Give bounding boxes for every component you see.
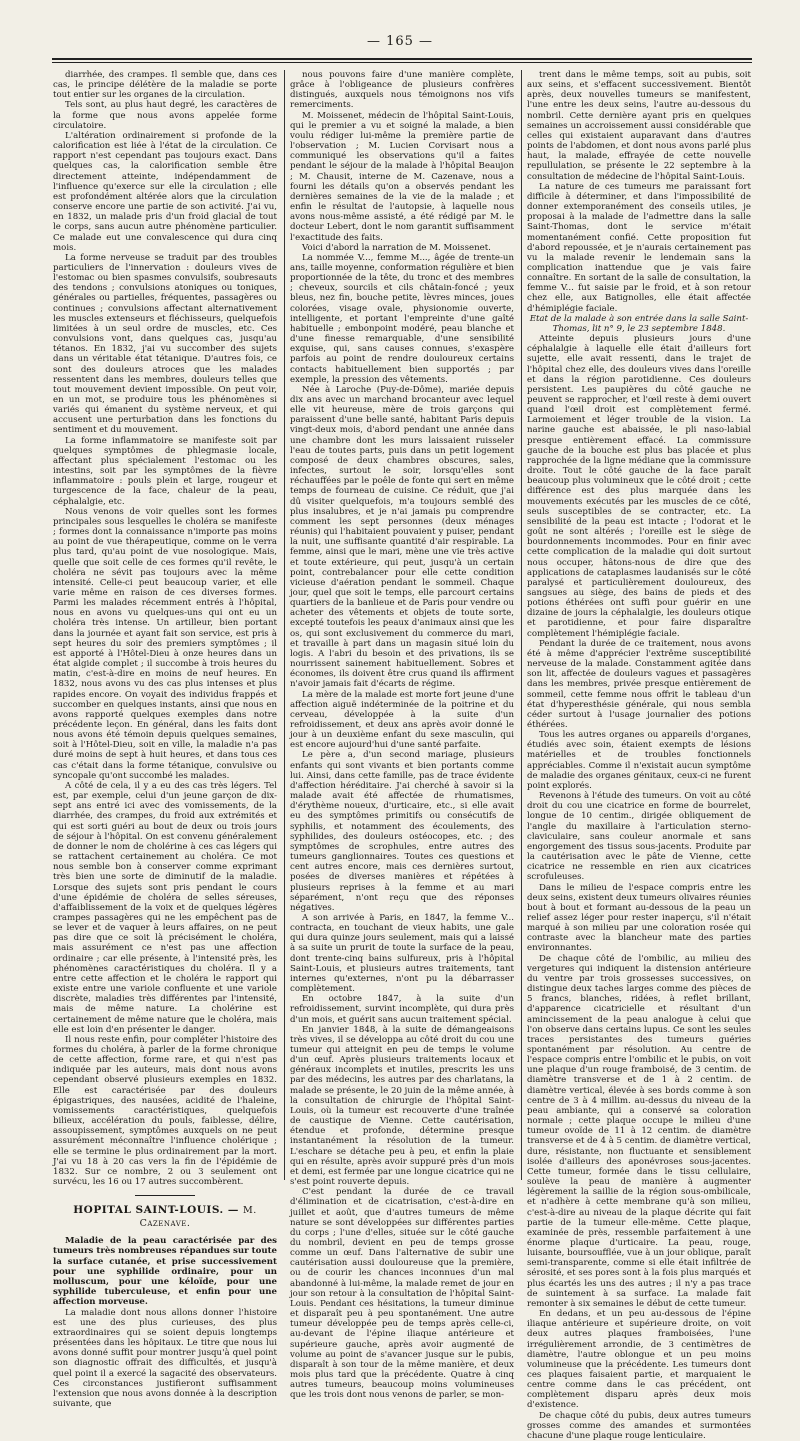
paragraph: A son arrivée à Paris, en 1847, la femme V... contracta, en touchant de vieux habits, une gale qui dura quinze jours seulement, mais qui a laissé à sa suite un prurit de toute la surface de la peau, dont trente-cinq bains sulfureux, pris à l'hôpital Saint-Louis, et plusieurs autres traitements, tant internes qu'externes, n'ont pu la débarrasser complètement. bbox=[290, 912, 514, 995]
article-subheading: Maladie de la peau caractérisée par des tumeurs très nombreuses répandues sur toute la surface cutanée, et prise successivement pour une syphilide ordinaire, pour un molluscum, pour une kéloïde, pour une syphilide tuberculeuse, et enfin pour une affection morveuse. bbox=[53, 1236, 278, 1308]
paragraph: Tous les autres organes ou appareils d'organes, étudiés avec soin, étaient exempts de lésions matérielles et de troubles fonctionnels appréciables. Comme il n'existait aucun symptôme de maladie des organes génitaux, ceux-ci ne furent point explorés. bbox=[527, 730, 751, 791]
section-divider bbox=[135, 1195, 195, 1196]
paragraph: La forme inflammatoire se manifeste soit par quelques symptômes de phlegmasie locale, affectant plus spécialement l'estomac ou les intestins, soit par les symptômes de la fièvre inflammatoire : pouls plein et large, rougeur et turgescence de la face, chaleur de la peau, céphalalgie, etc. bbox=[53, 435, 277, 507]
section-title-text: HOPITAL SAINT-LOUIS. — bbox=[73, 1204, 239, 1217]
paragraph: Il nous reste enfin, pour compléter l'histoire des formes du choléra, à parler de la forme chronique de cette affection, forme rare, et qui n'est pas indiquée par les auteurs, mais dont nous avons cependant observé plusieurs exemples en 1832. Elle est caractérisée par des douleurs épigastriques, des nausées, acidité de l'haleine, vomissements caractéristiques, quelquefois bilieux, accélération du pouls, faiblesse, délire, assoupissement, symptômes auxquels on ne peut assurément méconnaître l'influence cholérique ; elle se termine le plus ordinairement par la mort. J'ai vu 18 à 20 cas vers la fin de l'épidémie de 1832. Sur ce nombre, 2 ou 3 seulement ont survécu, les 16 ou 17 autres succombèrent. bbox=[53, 1034, 277, 1188]
column-separator-1 bbox=[284, 70, 285, 1180]
paragraph: Revenons à l'étude des tumeurs. On voit au côté droit du cou une cicatrice en forme de bourrelet, longue de 10 centim., dirigée obliquement de l'angle du maxillaire à l'articulation sterno-claviculaire, sans couleur anormale et sans engorgement des tissus sous-jacents. Produite par la cautérisation avec le pâte de Vienne, cette cicatrice ne ressemble en rien aux cicatrices scrofuleuses. bbox=[527, 791, 751, 883]
paragraph: L'altération ordinairement si profonde de la calorification est liée à l'état de la circulation. Ce rapport n'est cependant pas toujours exact. Dans quelques cas, la calorification semble être directement atteinte, indépendamment de l'influence qu'exerce sur elle la circulation ; elle est profondément altérée alors que la circulation conserve encore une partie de son activité. J'ai vu, en 1832, un malade pris d'un froid glacial de tout le corps, sans aucun autre phénomène particulier. Ce malade eut une convalescence qui dura cinq mois. bbox=[53, 130, 277, 253]
paragraph: Dans le milieu de l'espace compris entre les deux seins, existent deux tumeurs olivaires réunies bout à bout et formant au-dessous de la peau un relief assez léger pour rester inaperçu, s'il n'était marqué à son milieu par une coloration rosée qui contraste avec la blancheur mate des parties environnantes. bbox=[527, 882, 751, 954]
column-3 bbox=[527, 70, 751, 1441]
section-title bbox=[53, 1204, 277, 1230]
paragraph: En janvier 1848, à la suite de démangeaisons très vives, il se développa au côté droit du cou une tumeur qui atteignit en peu de temps le volume d'un œuf. Après plusieurs traitements locaux et généraux incomplets et inutiles, prescrits les uns par des médecins, les autres par des charlatans, la malade se présente, le 20 juin de la même année, à la consultation de chirurgie de l'hôpital Saint-Louis, où la tumeur est recouverte d'une traînée de caustique de Vienne. Cette cautérisation, étendue et profonde, détermine presque instantanément la résolution de la tumeur. L'eschare se détache peu à peu, et enfin la plaie qui en résulte, après avoir suppuré près d'un mois et demi, est fermée par une longue cicatrice qui ne s'est point rouverte depuis. bbox=[290, 1024, 514, 1188]
paragraph: trent dans le même temps, soit au pubis, soit aux seins, et s'effacent successivement. Bientôt après, deux nouvelles tumeurs se manifestent, l'une entre les deux seins, l'autre au-dessous du nombril. Cette dernière ayant pris en quelques semaines un accroissement aussi considérable que celles qui existaient auparavant dans d'autres points de l'abdomen, et dont nous avons parlé plus haut, la malade, effrayée de cette nouvelle repullulation, se présente le 22 septembre à la consultation de médecine de l'hôpital Saint-Louis. bbox=[527, 70, 751, 182]
paragraph: Nous venons de voir quelles sont les formes principales sous lesquelles le choléra se manifeste ; formes dont la connaissance n'importe pas moins au point de vue thérapeutique, comme on le verra plus tard, qu'au point de vue nosologique. Mais, quelle que soit celle de ces formes qu'il revête, le choléra ne sévit pas toujours avec la même intensité. Celle-ci peut beaucoup varier, et elle varie même en raison de ces diverses formes. Parmi les malades récemment entrés à l'hôpital, nous en avons vu quelques-uns qui ont eu un choléra très intense. Un artilleur, bien portant dans la journée et ayant fait son service, est pris à sept heures du soir des premiers symptômes ; il est apporté à l'Hôtel-Dieu à onze heures dans un état algide complet ; il succombe à trois heures du matin, c'est-à-dire en moins de neuf heures. En 1832, nous avons vu des cas plus intenses et plus rapides encore. On voyait des individus frappés et succomber en quelques instants, ainsi que nous en avons rapporté quelques exemples dans notre précédente leçon. En général, dans les faits dont nous avons été témoin depuis quelques semaines, soit à l'Hôtel-Dieu, soit en ville, la maladie n'a pas duré moins de sept à huit heures, et dans tous ces cas c'était dans la forme tétanique, convulsive ou syncopale qu'ont succombé les malades. bbox=[53, 506, 277, 781]
paragraph: La forme nerveuse se traduit par des troubles particuliers de l'innervation : douleurs vives de l'estomac ou bien spasmes convulsifs, soubresauts des tendons ; convulsions atoniques ou toniques, générales ou partielles, fréquentes, passagères ou continues ; convulsions affectant alternativement les muscles extenseurs et fléchisseurs, quelquefois limitées à un seul ordre de muscles, etc. Ces convulsions vont, dans quelques cas, jusqu'au tétanos. En 1832, j'ai vu succomber des sujets dans un véritable état tétanique. D'autres fois, ce sont des douleurs atroces que les malades ressentent dans les membres, douleurs telles que tout mouvement devient impossible. On peut voir, en un mot, se produire tous les phénomènes si variés qui émanent du système nerveux, et qui accusent une perturbation dans les fonctions du sentiment et du mouvement. bbox=[53, 252, 277, 436]
observation-heading: Etat de la malade à son entrée dans la salle Saint-Thomas, lit n° 9, le 23 septembre 1848. bbox=[529, 313, 749, 334]
paragraph: En dedans, et un peu au-dessous de l'épine iliaque antérieure et supérieure droite, on voit deux autres plaques framboisées, l'une irrégulièrement arrondie, de 3 centimètres de diamètre, l'autre oblongue et un peu moins volumineuse que la précédente. Les tumeurs dont ces plaques faisaient partie, et marquaient le centre comme dans le cas précédent, ont complètement disparu après deux mois d'existence. bbox=[527, 1309, 751, 1411]
header-rule bbox=[52, 58, 752, 60]
paragraph: En octobre 1847, à la suite d'un refroidissement, survint incomplète, qui dura près d'un mois, et guérit sans aucun traitement spécial. bbox=[290, 994, 514, 1025]
page-number: — 165 — bbox=[366, 34, 434, 49]
paragraph: C'est pendant la durée de ce travail d'élimination et de cicatrisation, c'est-à-dire en juillet et août, que d'autres tumeurs de même nature se sont développées sur différentes parties du corps ; l'une d'elles, située sur le côté gauche du nombril, devient en peu de temps grosse comme un œuf. Dans l'alternative de subir une cautérisation aussi douloureuse que la première, ou de courir les chances inconnues d'un mal abandonné à lui-même, la malade remet de jour en jour son retour à la consultation de l'hôpital Saint-Louis. Pendant ces hésitations, la tumeur diminue et disparaît peu à peu spontanément. Une autre tumeur développée peu de temps après celle-ci, au-devant de l'épine iliaque antérieure et supérieure gauche, après avoir augmenté de volume au point de s'avancer jusque sur le pubis, disparaît à son tour de la même manière, et deux mois plus tard que la précédente. Quatre à cinq autres tumeurs, beaucoup moins volumineuses que les trois dont nous venons de parler, se mon- bbox=[290, 1187, 514, 1401]
column-separator-2 bbox=[521, 70, 522, 1180]
paragraph: nous pouvons faire d'une manière complète, grâce à l'obligeance de plusieurs confrères distingués, auxquels nous témoignons nos vifs remerciments. bbox=[290, 70, 514, 111]
paragraph: Le père a, d'un second mariage, plusieurs enfants qui sont vivants et bien portants comme lui. Ainsi, dans cette famille, pas de trace évidente d'affection héréditaire. J'ai cherché à savoir si la malade avait été affectée de rhumatismes, d'érythème noueux, d'urticaire, etc., si elle avait eu des symptômes primitifs ou consécutifs de syphilis, et notamment des écoulements, des syphilides, des douleurs ostéocopes, etc. ; des symptômes de scrophules, entre autres des tumeurs ganglionnaires. Toutes ces questions et cent autres encore, mais ces dernières surtout, posées de diverses manières et répétées à plusieurs reprises à la femme et au mari séparément, n'ont reçu que des réponses négatives. bbox=[290, 750, 514, 913]
column-1-text bbox=[53, 70, 277, 1187]
paragraph: La mère de la malade est morte fort jeune d'une affection aiguë indéterminée de la poitrine et du cerveau, développée à la suite d'un refroidissement, et deux ans après avoir donné le jour à un deuxième enfant du sexe masculin, qui est encore aujourd'hui d'une santé parfaite. bbox=[290, 689, 514, 751]
paragraph: La maladie dont nous allons donner l'histoire est une des plus curieuses, des plus extraordinaires qui se soient depuis longtemps présentées dans les hôpitaux. Le titre que nous lui avons donné suffit pour montrer jusqu'à quel point son diagnostic offrait des difficultés, et jusqu'à quel point il a exercé la sagacité des observateurs. Ces circonstances justifieront suffisamment l'extension que nous avons donnée à la description suivante, que bbox=[53, 1307, 277, 1410]
column-2 bbox=[290, 70, 514, 1401]
paragraph: Pendant la durée de ce traitement, nous avons été à même d'apprécier l'extrême susceptibilité nerveuse de la malade. Constamment agitée dans son lit, affectée de douleurs vagues et passagères dans les membres, privée presque entièrement de sommeil, cette femme nous offrit le tableau d'un état d'hyperesthésie générale, qui nous sembla céder surtout à l'usage journalier des potions éthérées. bbox=[527, 638, 751, 730]
paragraph: Atteinte depuis plusieurs jours d'une céphalalgie à laquelle elle était d'ailleurs fort sujette, elle avait ressenti, dans le trajet de l'hôpital chez elle, des douleurs vives dans l'oreille et dans la région parotidienne. Ces douleurs persistent. Les paupières du côté gauche ne peuvent se rapprocher, et l'œil reste à demi ouvert quand l'œil droit est complètement fermé. Larmoiement et léger trouble de la vision. La narine gauche est abaissée, le pli naso-labial presque entièrement effacé. La commissure gauche de la bouche est plus bas placée et plus rapprochée de la ligne médiane que la commissure droite. Tout le côté gauche de la face paraît beaucoup plus volumineux que le côté droit ; cette différence est des plus marquée dans les mouvements exécutés par les muscles de ce côté, seuls susceptibles de se contracter, etc. La sensibilité de la peau est intacte ; l'odorat et le goût ne sont altérés ; l'oreille est le siège de bourdonnements incommodes. Pour en finir avec cette complication de la maladie qui doit surtout nous occuper, hâtons-nous de dire que des applications de cataplasmes laudanisés sur le côté paralysé et particulièrement douloureux, des sangsues au siège, des bains de pieds et des potions éthérées ont suffi pour guérir en une dizaine de jours la céphalalgie, les douleurs otique et parotidienne, et pour faire disparaître complètement l'hémiplégie faciale. bbox=[527, 334, 751, 639]
paragraph: Née à Laroche (Puy-de-Dôme), mariée depuis dix ans avec un marchand brocanteur avec lequel elle vit heureuse, mère de trois garçons qui paraissent d'une belle santé, habitant Paris depuis vingt-deux mois, d'abord pendant une année dans une chambre dont les murs laissaient ruisseler l'eau de toutes parts, puis dans un petit logement composé de deux chambres obscures, sales, infectes, surtout le soir, lorsqu'elles sont réchauffées par le poêle de fonte qui sert en même temps de fourneau de cuisine. Ce réduit, que j'ai dû visiter quelquefois, m'a toujours semblé des plus insalubres, et je n'ai jamais pu comprendre comment les sept personnes (deux ménages réunis) qui l'habitaient pouvaient y puiser, pendant la nuit, une suffisante quantité d'air respirable. La femme, ainsi que le mari, mène une vie très active et toute extérieure, qui peut, jusqu'à un certain point, contrebalancer pour elle cette condition vicieuse d'aération pendant le sommeil. Chaque jour, quel que soit le temps, elle parcourt certains quartiers de la banlieue et de Paris pour vendre ou acheter des vêtements et objets de toute sorte, excepté toutefois les peaux d'animaux ainsi que les os, qui sont exclusivement du commerce du mari, et travaille à part dans un magasin situé loin du logis. A l'abri du besoin et des privations, ils se nourrissent sainement habituellement. Sobres et économes, ils doivent être crus quand ils affirment n'avoir jamais fait d'écarts de régime. bbox=[290, 384, 514, 690]
paragraph: La nature de ces tumeurs me paraissant fort difficile à déterminer, et dans l'impossibilité de donner extemporanément des conseils utiles, je proposai à la malade de l'admettre dans la salle Saint-Thomas, dont le service m'était momentanément confié. Cette proposition fut d'abord repoussée, et je n'aurais certainement pas vu la malade revenir le lendemain sans la complication inattendue que je vais faire connaître. En sortant de la salle de consultation, la femme V... fut saisie par le froid, et à son retour chez elle, aux Batignolles, elle était affectée d'hémiplégie faciale. bbox=[527, 181, 751, 314]
paragraph: M. Moissenet, médecin de l'hôpital Saint-Louis, qui le premier a vu et soigné la malade, a bien voulu rédiger lui-même la première partie de l'observation ; M. Lucien Corvisart nous a communiqué les observations qu'il a faites pendant le séjour de la malade à l'hôpital Beaujon ; M. Chausit, interne de M. Cazenave, nous a fourni les détails qu'on a observés pendant les dernières semaines de la vie de la malade ; et enfin le résultat de l'autopsie, à laquelle nous avons nous-même assisté, a été rédigé par M. le docteur Lebert, dont le nom garantit suffisamment l'exactitude des faits. bbox=[290, 110, 514, 243]
column-1 bbox=[53, 70, 278, 1410]
paragraph: De chaque côté du pubis, deux autres tumeurs grosses comme des amandes et surmontées chacune d'une plaque rouge lenticulaire. bbox=[527, 1410, 751, 1441]
paragraph: A côté de cela, il y a eu des cas très légers. Tel est, par exemple, celui d'un jeune garçon de dix-sept ans entré ici avec des vomissements, de la diarrhée, des crampes, du froid aux extrémités et qui est sorti guéri au bout de deux ou trois jours de séjour à l'hôpital. On est convenu généralement de donner le nom de cholérine à ces cas légers qui se rattachent certainement au choléra. Ce mot nous semble bon à conserver comme exprimant très bien une sorte de diminutif de la maladie. Lorsque des sujets sont pris pendant le cours d'une épidémie de choléra de selles séreuses, d'affaiblissement de la voix et de quelques légères crampes passagères qui ne les empêchent pas de se lever et de vaquer à leurs affaires, on ne peut pas dire que ce soit là précisément le choléra, mais assurément ce n'est pas une affection ordinaire ; car elle présente, à l'intensité près, les phénomènes caractéristiques du choléra. Il y a entre cette affection et le choléra le rapport qui existe entre une variole confluente et une variole discrète, maladies très différentes par l'intensité, mais de même nature. La cholérine est certainement de même nature que le choléra, mais elle est loin d'en présenter le danger. bbox=[53, 780, 277, 1035]
paragraph: Voici d'abord la narration de M. Moissenet. bbox=[302, 242, 491, 253]
header-rule-thin bbox=[52, 62, 752, 63]
section-author: M. Cazenave. bbox=[139, 1205, 257, 1230]
paragraph: La nommée V..., femme M..., âgée de trente-un ans, taille moyenne, conformation régulière et bien proportionnée de la tête, du tronc et des membres ; cheveux, sourcils et cils châtain-foncé ; yeux bleus, nez fin, bouche petite, lèvres minces, joues colorées, visage ovale, physionomie ouverte, intelligente, et portant l'empreinte d'une gaîté habituelle ; embonpoint modéré, peau blanche et d'une finesse remarquable, d'une sensibilité exquise, qui, sans causes connues, s'exaspère parfois au point de rendre douloureux certains contacts habituellement bien supportés ; par exemple, la pression des vêtements. bbox=[290, 252, 514, 385]
paragraph: De chaque côté de l'ombilic, au milieu des vergetures qui indiquent la distension antérieure du ventre par trois grossesses successives, on distingue deux taches larges comme des pièces de 5 francs, blanches, ridées, à reflet brillant, d'apparence cicatricielle et résultant d'un amincissement de la peau analogue à celui que l'on observe dans certains lupus. Ce sont les seules traces persistantes des tumeurs guéries spontanément par résolution. Au centre de l'espace compris entre l'ombilic et le pubis, on voit une plaque d'un rouge framboisé, de 3 centim. de diamètre transverse et de 1 à 2 centim. de diamètre vertical, élevée à ses bords comme à son centre de 3 à 4 millim. au-dessus du niveau de la peau ambiante, qui a conservé sa coloration normale ; cette plaque occupe le milieu d'une tumeur ovoïde de 11 à 12 centim. de diamètre transverse et de 4 à 5 centim. de diamètre vertical, dure, résistante, non fluctuante et sensiblement isolée d'ailleurs des aponévroses sous-jacentes. Cette tumeur, formée dans le tissu cellulaire, soulève la peau de manière à augmenter légèrement la saillie de la région sous-ombilicale, et n'adhère à cette membrane qu'à son milieu, c'est-à-dire au niveau de la plaque décrite qui fait partie de la tumeur elle-même. Cette plaque, examinée de près, ressemble parfaitement à une énorme plaque d'urticaire. La peau, rouge, luisante, boursoufflée, vue à un jour oblique, paraît semi-transparente, comme si elle était infiltrée de sérosité, et ses pores sont à la fois plus marqués et plus écartés les uns des autres ; il n'y a pas trace de suintement à sa surface. La malade fait remonter à six semaines le début de cette tumeur. bbox=[527, 953, 751, 1309]
paragraph: Tels sont, au plus haut degré, les caractères de la forme que nous avons appelée forme circulatoire. bbox=[53, 100, 277, 131]
paragraph: diarrhée, des crampes. Il semble que, dans ces cas, le principe délétère de la maladie se porte tout entier sur les organes de la circulation. bbox=[53, 70, 277, 101]
